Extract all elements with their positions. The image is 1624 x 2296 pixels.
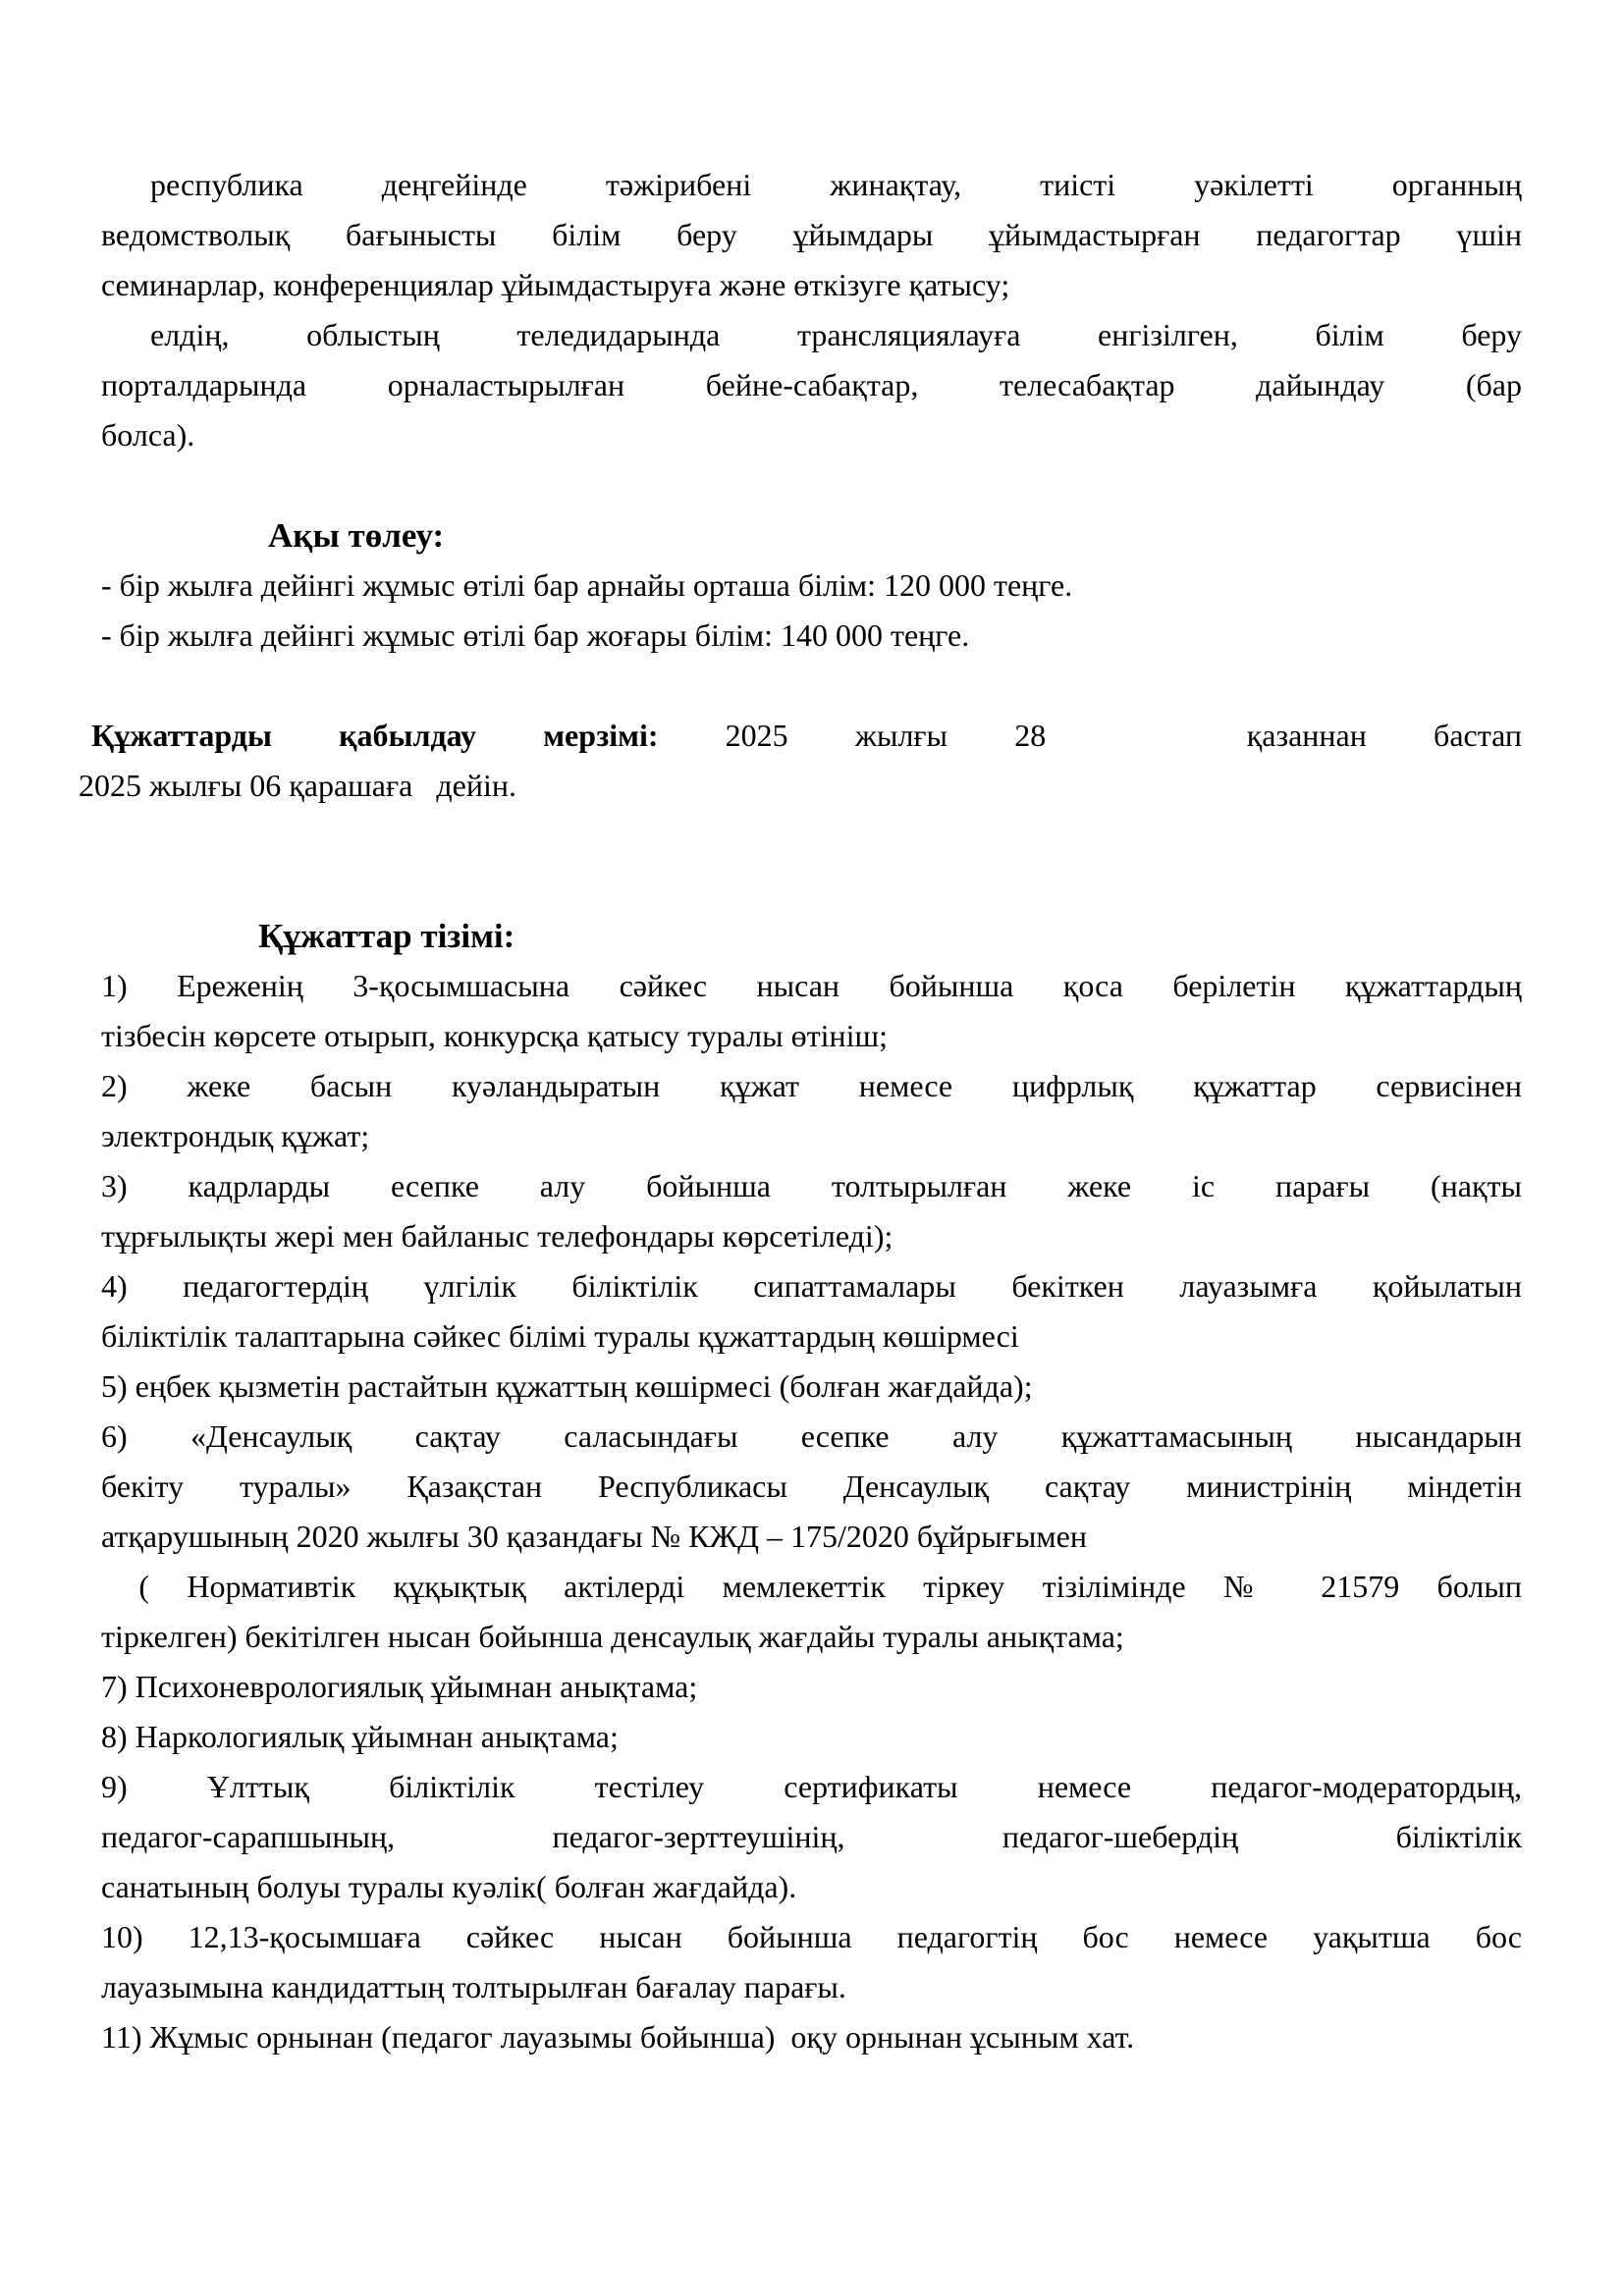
heading-payment	[101, 510, 1522, 561]
list-item-10-line-2	[101, 1962, 1522, 2012]
list-item-3-text: тұрғылықты жері мен байланыс телефондары көрсетіледі);	[101, 1218, 893, 1254]
list-item-1	[101, 961, 1522, 1061]
list-item-6-line-1	[101, 1412, 1522, 1462]
para-salary-higher-text: - бір жылға дейінгі жұмыс өтілі бар жоғары білім: 140 000 теңге.	[101, 617, 970, 653]
heading-documents-list-bold-text: Құжаттар тізімі:	[258, 917, 515, 955]
para-deadline-line-2	[79, 761, 1522, 811]
list-item-10-line-1	[101, 1912, 1522, 1962]
para-salary-secondary-line-1	[101, 561, 1522, 611]
list-item-9	[101, 1762, 1522, 1912]
para-tv-broadcast-line-3	[101, 410, 1522, 460]
list-item-7	[101, 1662, 1522, 1712]
list-item-6	[101, 1412, 1522, 1562]
para-salary-secondary	[101, 561, 1522, 611]
para-tv-broadcast-text: болса).	[101, 417, 195, 453]
para-deadline-text: 2025 жылғы 06 қарашаға дейін.	[79, 768, 516, 803]
list-item-9-line-1	[101, 1762, 1522, 1812]
para-tv-broadcast-line-2	[101, 360, 1522, 410]
list-item-6-text: бекіту туралы» Қазақстан Республикасы Денсаулық сақтау министрінің міндетін	[101, 1468, 1522, 1504]
para-tv-broadcast-text: елдің, облыстың теледидарында трансляциялауға енгізілген, білім беру	[150, 317, 1522, 352]
heading-documents-list	[101, 911, 1522, 961]
list-item-10-text: 10) 12,13-қосымшаға сәйкес нысан бойынша педагогтің бос немесе уақытша бос	[101, 1919, 1522, 1954]
para-republic-level	[101, 160, 1522, 310]
list-item-2-line-1	[101, 1061, 1522, 1111]
list-item-7-line-1	[101, 1662, 1522, 1712]
list-item-3-line-1	[101, 1161, 1522, 1211]
list-item-7-text: 7) Психоневрологиялық ұйымнан анықтама;	[101, 1669, 698, 1704]
para-deadline-text: 2025 жылғы 28 қазаннан бастап	[658, 718, 1523, 753]
list-item-10	[101, 1912, 1522, 2012]
list-item-2-line-2	[101, 1111, 1522, 1161]
list-item-8-line-1	[101, 1712, 1522, 1762]
list-item-10-text: лауазымына кандидаттың толтырылған бағалау парағы.	[101, 1969, 846, 2004]
list-item-1-line-1	[101, 961, 1522, 1011]
list-item-9-text: педагог-сарапшының, педагог-зерттеушінің, педагог-шебердің біліктілік	[101, 1819, 1522, 1854]
list-item-3-line-2	[101, 1211, 1522, 1261]
para-salary-higher	[101, 611, 1522, 661]
list-item-11	[101, 2012, 1522, 2062]
heading-payment-bold-text: Ақы төлеу:	[268, 516, 445, 555]
para-deadline-line-1	[91, 711, 1522, 761]
para-republic-level-text: семинарлар, конференциялар ұйымдастыруға және өткізуге қатысу;	[101, 267, 1010, 302]
list-item-6-note-line-2	[101, 1612, 1522, 1662]
list-item-6-note-text: тіркелген) бекітілген нысан бойынша денсаулық жағдайы туралы анықтама;	[101, 1619, 1124, 1654]
para-republic-level-text: республика деңгейінде тәжірибені жинақтау, тиісті уәкілетті органның	[150, 167, 1522, 202]
list-item-4	[101, 1261, 1522, 1362]
list-item-2	[101, 1061, 1522, 1161]
list-item-6-line-2	[101, 1462, 1522, 1512]
list-item-9-text: санатының болуы туралы куәлік( болған жағдайда).	[101, 1869, 797, 1904]
para-republic-level-line-2	[101, 210, 1522, 260]
list-item-6-note-line-1	[101, 1562, 1522, 1612]
list-item-6-text: 6) «Денсаулық сақтау саласындағы есепке алу құжаттамасының нысандарын	[101, 1418, 1522, 1454]
list-item-6-text: атқарушының 2020 жылғы 30 қазандағы № КЖД – 175/2020 бұйрығымен	[101, 1519, 1087, 1554]
para-tv-broadcast	[101, 310, 1522, 460]
list-item-5-text: 5) еңбек қызметін растайтын құжаттың көшірмесі (болған жағдайда);	[101, 1368, 1033, 1404]
list-item-6-line-3	[101, 1512, 1522, 1562]
heading-documents-list-line-1	[101, 911, 1522, 961]
list-item-1-text: 1) Ереженің 3-қосымшасына сәйкес нысан бойынша қоса берілетін құжаттардың	[101, 968, 1522, 1003]
list-item-2-text: 2) жеке басын куәландыратын құжат немесе цифрлық құжаттар сервисінен	[101, 1068, 1522, 1103]
list-item-8-text: 8) Наркологиялық ұйымнан анықтама;	[101, 1719, 619, 1754]
para-republic-level-text: ведомстволық бағынысты білім беру ұйымдары ұйымдастырған педагогтар үшін	[101, 217, 1522, 252]
list-item-1-text: тізбесін көрсете отырып, конкурсқа қатысу туралы өтініш;	[101, 1018, 889, 1053]
para-deadline-bold-text: Құжаттарды қабылдау мерзімі:	[91, 718, 659, 753]
list-item-8	[101, 1712, 1522, 1762]
heading-payment-line-1	[101, 510, 1522, 561]
list-item-5-line-1	[101, 1362, 1522, 1412]
list-item-9-text: 9) Ұлттық біліктілік тестілеу сертификаты немесе педагог-модератордың,	[101, 1769, 1522, 1804]
para-tv-broadcast-text: порталдарында орналастырылған бейне-сабақтар, телесабақтар дайындау (бар	[101, 367, 1522, 402]
list-item-6-note	[101, 1562, 1522, 1662]
list-item-2-text: электрондық құжат;	[101, 1118, 370, 1153]
para-tv-broadcast-line-1	[101, 310, 1522, 360]
list-item-9-line-2	[101, 1812, 1522, 1862]
list-item-11-line-1	[101, 2012, 1522, 2062]
para-salary-secondary-text: - бір жылға дейінгі жұмыс өтілі бар арнайы орташа білім: 120 000 теңге.	[101, 567, 1073, 603]
list-item-9-line-3	[101, 1862, 1522, 1912]
list-item-5	[101, 1362, 1522, 1412]
list-item-6-note-text: ( Нормативтік құқықтық актілерді мемлекеттік тіркеу тізілімінде № 21579 болып	[101, 1569, 1522, 1604]
para-deadline	[79, 711, 1523, 811]
list-item-4-text: 4) педагогтердің үлгілік біліктілік сипаттамалары бекіткен лауазымға қойылатын	[101, 1268, 1522, 1304]
para-republic-level-line-3	[101, 260, 1522, 310]
para-salary-higher-line-1	[101, 611, 1522, 661]
list-item-3-text: 3) кадрларды есепке алу бойынша толтырылған жеке іс парағы (нақты	[101, 1168, 1522, 1203]
list-item-11-text: 11) Жұмыс орнынан (педагог лауазымы бойынша) оқу орнынан ұсыным хат.	[101, 2019, 1135, 2055]
list-item-4-line-2	[101, 1311, 1522, 1362]
list-item-3	[101, 1161, 1522, 1261]
list-item-1-line-2	[101, 1011, 1522, 1061]
list-item-4-line-1	[101, 1261, 1522, 1311]
list-item-4-text: біліктілік талаптарына сәйкес білімі туралы құжаттардың көшірмесі	[101, 1318, 1019, 1354]
para-republic-level-line-1	[101, 160, 1522, 210]
